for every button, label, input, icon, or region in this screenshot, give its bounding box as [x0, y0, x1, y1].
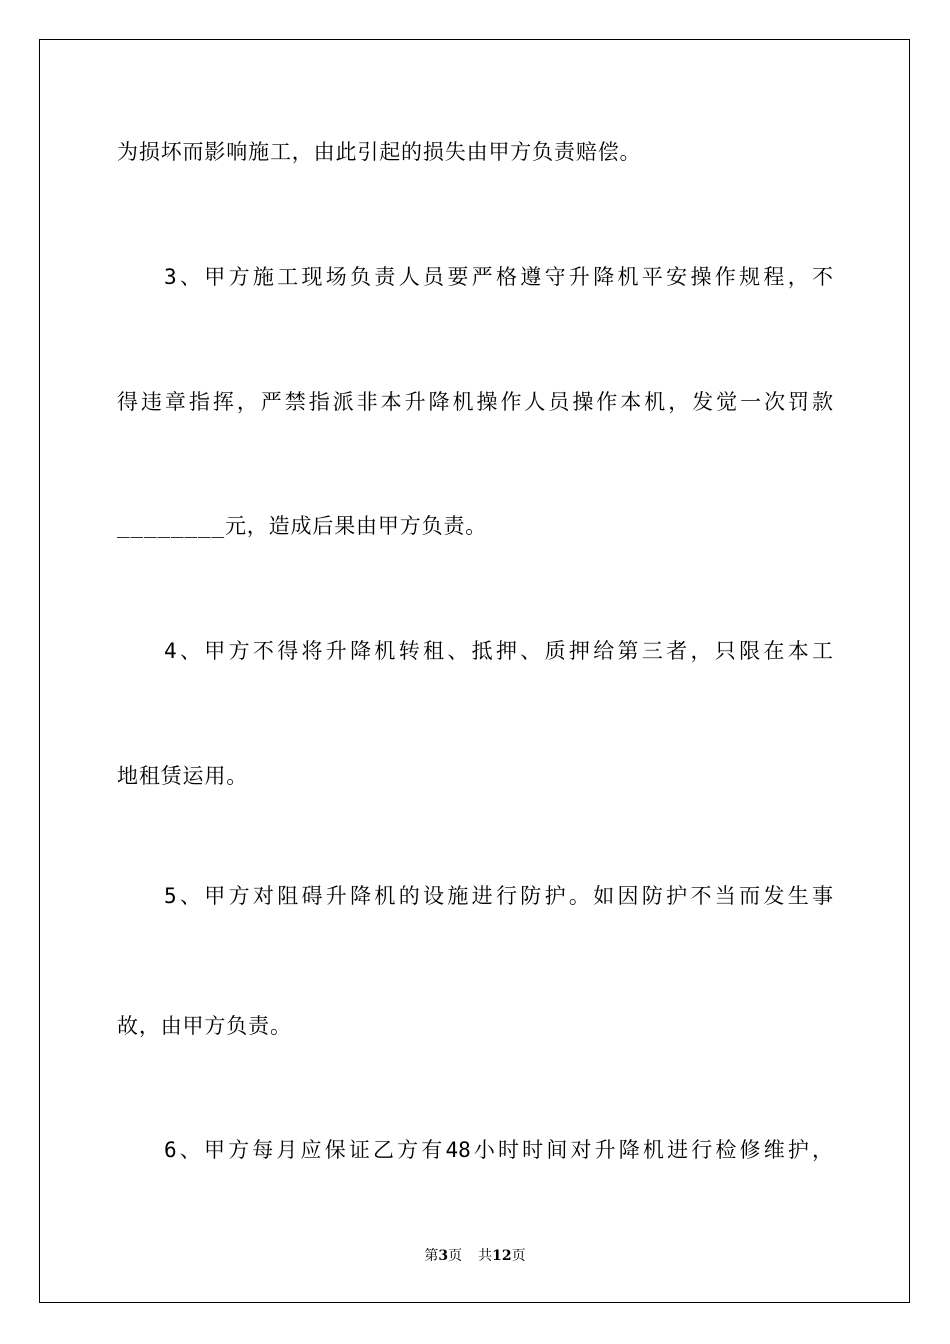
footer-total-number: 12: [492, 1248, 512, 1264]
text-line-5: 4、甲方不得将升降机转租、抵押、质押给第三者，只限在本工: [164, 639, 833, 663]
text-line-2: 3、甲方施工现场负责人员要严格遵守升降机平安操作规程，不: [164, 265, 833, 289]
footer-total-prefix: 共: [478, 1248, 493, 1264]
text-line-7: 5、甲方对阻碍升降机的设施进行防护。如因防护不当而发生事: [164, 884, 833, 908]
text-line-9: 6、甲方每月应保证乙方有48小时时间对升降机进行检修维护，: [164, 1138, 833, 1162]
page-footer: [0, 1246, 950, 1266]
footer-page-number: 3: [438, 1248, 449, 1264]
footer-total-suffix: 页: [511, 1248, 526, 1264]
text-line-6: 地租赁运用。: [117, 764, 249, 788]
text-line-1: 为损坏而影响施工，由此引起的损失由甲方负责赔偿。: [117, 140, 642, 164]
text-line-8: 故，由甲方负责。: [117, 1014, 292, 1038]
footer-page-prefix: 第: [424, 1248, 439, 1264]
text-line-4: ________元，造成后果由甲方负责。: [117, 514, 488, 538]
page-border: [39, 39, 910, 1303]
footer-page-suffix: 页: [448, 1248, 463, 1264]
text-line-3: 得违章指挥，严禁指派非本升降机操作人员操作本机，发觉一次罚款: [117, 390, 833, 414]
